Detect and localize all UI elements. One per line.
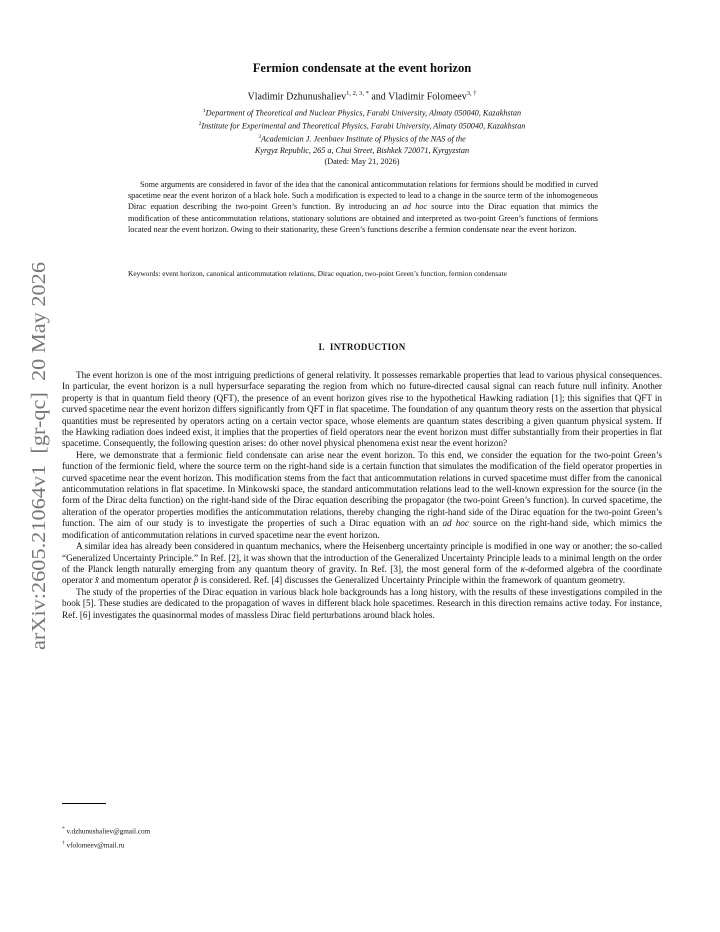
footnote-email[interactable]: v.dzhunushaliev@gmail.com — [66, 827, 151, 836]
paragraph-part: -deformed algebra of the coordinate operator — [62, 563, 662, 586]
author-conjunction: and — [371, 91, 386, 103]
footnote — [62, 824, 150, 838]
footnote — [62, 838, 150, 852]
section-title: INTRODUCTION — [329, 342, 406, 352]
math-symbol: κ — [520, 563, 526, 574]
abstract-text — [128, 179, 598, 235]
footnote-mark: † — [62, 839, 65, 846]
paragraph-part: Here, we demonstrate that a fermionic field condensate can arise near the event horizon. To this end, we consider the equation for the two-point Green’s function of the fermionic field, where the source term on the right-hand side is a certain function that simulates the modification of the field operator properties in curved spacetime near the event horizon. This modification stems from the fact that anticommutation relations in curved spacetime must differ from the canonical anticommutation relations in flat spacetime. In Minkowski space, the standard anticommutation relations lead to the well-known expression for the source (in the form of the Dirac delta function) on the right-hand side of the Dirac equation describing the propagator (the two-point Green’s function). In curved spacetime, the alteration of the operator properties modifies the anticommutation relations, thereby changing the right-hand side of the Dirac equation for the two-point Green’s function. The aim of our study is to investigate the properties of such a Dirac equation with an — [62, 449, 662, 529]
paragraph-part: is considered. Ref. [4] discusses the Generalized Uncertainty Principle within the framework of quantum geometry. — [198, 575, 625, 586]
paragraph: The study of the properties of the Dirac equation in various black hole backgrounds has a long history, with the results of these investigations compiled in the book [5]. These studies are dedicated to the propagation of waves in different black hole spacetimes. Research in this direction remains active today. For instance, Ref. [6] investigates the quasinormal modes of massless Dirac field perturbations around black holes. — [62, 586, 662, 620]
footnote-divider — [62, 803, 106, 804]
author-line — [62, 90, 662, 102]
section-number: I. — [318, 342, 325, 352]
paragraph — [62, 450, 662, 541]
affiliation-text: Department of Theoretical and Nuclear Physics, Farabi University, Almaty 050040, Kazakhstan — [205, 108, 522, 118]
body-text — [62, 370, 662, 621]
footnotes — [62, 824, 150, 852]
math-symbol: p̂ — [193, 575, 199, 586]
paragraph: The event horizon is one of the most intriguing predictions of general relativity. It possesses remarkable properties that lead to various physical consequences. In particular, the event horizon is a null hypersurface separating the region from which no future-directed causal signal can reach future null infinity. Another property is that in quantum field theory (QFT), the presence of an event horizon gives rise to the hypothetical Hawking radiation [1]; this signifies that QFT in curved spacetime near the event horizon differs significantly from QFT in flat spacetime. The foundation of any quantum theory rests on the assertion that physical quantities must be represented by operators acting on a certain vector space, whose elements are quantum states describing a given quantum physical system. If the Hawking radiation does indeed exist, it implies that the properties of field operators near the event horizon must differ substantially from their properties in flat spacetime. Consequently, the following question arises: do other novel physical phenomena exist near the event horizon? — [62, 370, 662, 449]
footnote-email[interactable]: vfolomeev@mail.ru — [66, 841, 125, 850]
affiliations — [62, 106, 662, 167]
abstract-text-part: Some arguments are considered in favor of the idea that the canonical anticommutation relations for fermions should be modified in curved spacetime near the event horizon of a black hole. Such a modification is expected to lead to a change in the source term of the inhomogeneous Dirac equation describing the two-point Green’s function. By introducing an — [128, 180, 598, 212]
paper-title: Fermion condensate at the event horizon — [252, 61, 472, 75]
affiliation-mark: 1 — [202, 108, 206, 114]
affiliation-mark: 3 — [258, 133, 261, 140]
section-heading — [62, 342, 662, 352]
affiliation-text: Academician J. Jeenbaev Institute of Physics of the NAS of the — [260, 134, 466, 144]
author-marks: 1, 2, 3, * — [346, 90, 369, 97]
author-marks: 3, † — [466, 90, 477, 97]
affiliation-text: Kyrgyz Republic, 265 a, Chui Street, Bishkek 720071, Kyrgyzstan — [254, 145, 470, 155]
paragraph-part: and momentum operator — [98, 575, 194, 586]
arxiv-side-stamp — [12, 260, 58, 650]
author-name: Vladimir Folomeev — [388, 91, 467, 103]
abstract-text-part: source into the Dirac equation that mimics the modification of these anticommutation relations, stationary solutions are obtained and interpreted as two-point Green’s functions of fermions located near the event horizon. Owing to their stationarity, these Green’s functions describe a fermion condensate near the event horizon. — [128, 202, 599, 234]
paragraph — [62, 541, 662, 587]
paragraph-part: source on the right-hand side, which mimics the modification of anticommutation relations in curved spacetime near the event horizon. — [62, 518, 662, 540]
abstract-italic-term: ad hoc — [402, 202, 428, 212]
affiliation-line — [62, 119, 662, 132]
keywords: Keywords: event horizon, canonical anticommutation relations, Dirac equation, two-point Green’s function, fermion condensate — [128, 269, 507, 278]
paragraph-italic-term: ad hoc — [442, 518, 469, 529]
arxiv-identifier: arXiv:2605.21064v1 [gr-qc] 20 May 2026 — [29, 310, 50, 650]
author-name: Vladimir Dzhunushaliev — [247, 91, 347, 103]
affiliation-line — [62, 132, 662, 145]
affiliation-text: Institute for Experimental and Theoretical Physics, Farabi University, Almaty 050040, Kazakhstan — [201, 121, 526, 131]
math-symbol: x̂ — [94, 575, 99, 586]
affiliation-line — [62, 145, 662, 156]
dated-line: (Dated: May 21, 2026) — [324, 157, 400, 167]
footnote-mark: * — [62, 826, 65, 832]
paragraph-part: A similar idea has already been considered in quantum mechanics, where the Heisenberg uncertainty principle is modified in one way or another: the so-called “Generalized Uncertainty Principle.” In Ref. [2], it was shown that the introduction of the Generalized Uncertainty Principle leads to a minimal length on the order of the Planck length naturally emerging from any quantum theory of gravity. In Ref. [3], the most general form of the — [62, 541, 662, 574]
abstract — [128, 179, 598, 235]
affiliation-mark: 2 — [198, 120, 202, 127]
affiliation-line — [62, 106, 662, 119]
